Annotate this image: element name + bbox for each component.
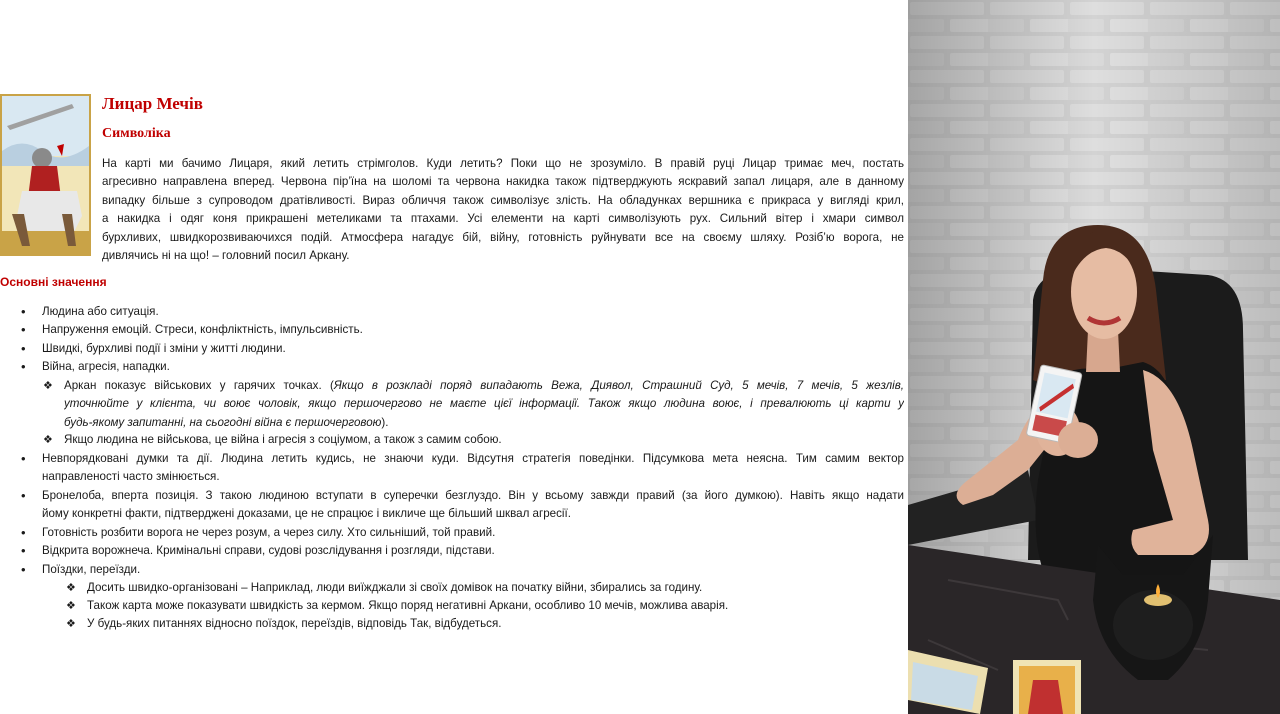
symbolism-heading: Символіка — [102, 126, 171, 141]
list-item-text: Якщо людина не військова, це війна і агресія з соціумом, а також з самим собою. — [64, 433, 502, 446]
list-item-line — [64, 414, 904, 432]
list-item-text: Швидкі, бурхливі події і зміни у житті людини. — [42, 342, 286, 355]
list-item-text: Поїздки, переїзди. — [42, 563, 141, 576]
list-item — [21, 321, 363, 339]
webcam-video-feed — [908, 0, 1280, 714]
list-item — [66, 579, 703, 597]
list-item — [21, 524, 496, 542]
paragraph-line: а накидка і одяг коня прикрашені метеликами та птахами. Усі елементи на карті символізують рух. Сильний вітер і хмари символ — [102, 212, 904, 226]
bullet-marker: • — [21, 562, 26, 577]
list-item — [43, 377, 904, 432]
presenter-scene — [908, 0, 1280, 714]
list-item-text: Також карта може показувати швидкість за кермом. Якщо поряд негативні Аркани, особливо 10 мечів, можлива аварія. — [87, 599, 729, 612]
list-item — [21, 542, 495, 560]
list-item — [21, 561, 141, 579]
list-item-line — [64, 377, 904, 395]
symbolism-paragraph — [102, 155, 904, 265]
list-item — [21, 303, 159, 321]
paragraph-line: агресивно направлена вперед. Червона пір’їна на шоломі та червона накидка також підтверджують яскравий запал лицаря, але в данному — [102, 175, 904, 189]
list-item — [43, 431, 502, 449]
list-item — [21, 340, 286, 358]
knight-of-swords-card-image — [0, 94, 91, 256]
list-item-line: Бронелоба, вперта позиція. З такою людиною вступати в суперечки безглуздо. Він у всьому завжди правий (за його думкою). Навіть якщо надати — [42, 489, 904, 502]
bullet-marker: • — [21, 322, 26, 337]
list-item-text: ). — [381, 415, 389, 429]
diamond-marker: ❖ — [66, 600, 76, 612]
paragraph-line: випадку більше з супроводом дратівливості. Вираз обличчя також символізує злість. На обладунках вершника є прикраса у вигляді крил, — [102, 193, 904, 207]
list-item-text-italic: Якщо в розкладі поряд випадають Вежа, Диявол, Страшний Суд, 5 мечів, 7 мечів, 5 жезлів, — [333, 379, 904, 392]
list-item — [66, 597, 729, 615]
list-item-text-italic: будь-якому запитанні, на сьогодні війна є першочерговою — [64, 415, 382, 429]
list-item-line: уточнюйте у клієнта, чи воює чоловік, якщо першочергово не маєте цієї інформації. Також якщо людина воює, і превалюють ці карти у — [64, 397, 904, 411]
list-item — [66, 615, 502, 633]
paragraph-line: дивлячись ні на що! – головний посил Аркану. — [102, 249, 350, 263]
paragraph-line: На карті ми бачимо Лицаря, який летить стрімголов. Куди летить? Поки що не зрозуміло. В правій руці Лицар тримає меч, постать — [102, 157, 904, 170]
list-item-line: йому конкретні факти, підтверджені доказами, це не спрацює і викличе ще більший шквал агресії. — [42, 507, 571, 521]
list-item-text: Відкрита ворожнеча. Кримінальні справи, судові розслідування і розгляди, підстави. — [42, 544, 495, 557]
bullet-marker: • — [21, 359, 26, 374]
list-item-text: Аркан показує військових у гарячих точках. ( — [64, 379, 334, 392]
list-item-text: У будь-яких питаннях відносно поїздок, переїздів, відповідь Так, відбудеться. — [87, 617, 502, 630]
list-item-text: Готовність розбити ворога не через розум, а через силу. Хто сильніший, той правий. — [42, 526, 496, 539]
card-title: Лицар Мечів — [102, 94, 203, 113]
list-item-line: направленості часто змінюється. — [42, 470, 220, 484]
bullet-marker: • — [21, 525, 26, 540]
list-item-text: Напруження емоцій. Стреси, конфліктність, імпульсивність. — [42, 323, 363, 336]
main-meanings-heading: Основні значення — [0, 275, 107, 289]
list-item — [21, 487, 904, 524]
list-item-text: Людина або ситуація. — [42, 305, 159, 318]
list-item — [21, 450, 904, 487]
bullet-marker: • — [21, 341, 26, 356]
bullet-marker: • — [21, 451, 26, 466]
bullet-marker: • — [21, 304, 26, 319]
list-item — [21, 358, 170, 376]
diamond-marker: ❖ — [43, 380, 53, 392]
list-item-text: Війна, агресія, нападки. — [42, 360, 170, 373]
paragraph-line: бурхливих, швидкорозвиваючихся подій. Атмосфера нагадує бій, війну, готовність руйнувати все на своєму шляху. Розіб’ю ворога, не — [102, 230, 904, 244]
bullet-marker: • — [21, 488, 26, 503]
diamond-marker: ❖ — [66, 618, 76, 630]
diamond-marker: ❖ — [43, 434, 53, 446]
list-item-line: Невпорядковані думки та дії. Людина летить кудись, не знаючи куди. Відсутня стратегія поведінки. Підсумкова мета неясна. Тим самим вектор — [42, 452, 904, 465]
diamond-marker: ❖ — [66, 582, 76, 594]
list-item-text: Досить швидко-організовані – Наприклад, люди виїжджали зі своїх домівок на початку війни, збирались за годину. — [87, 581, 703, 594]
bullet-marker: • — [21, 543, 26, 558]
